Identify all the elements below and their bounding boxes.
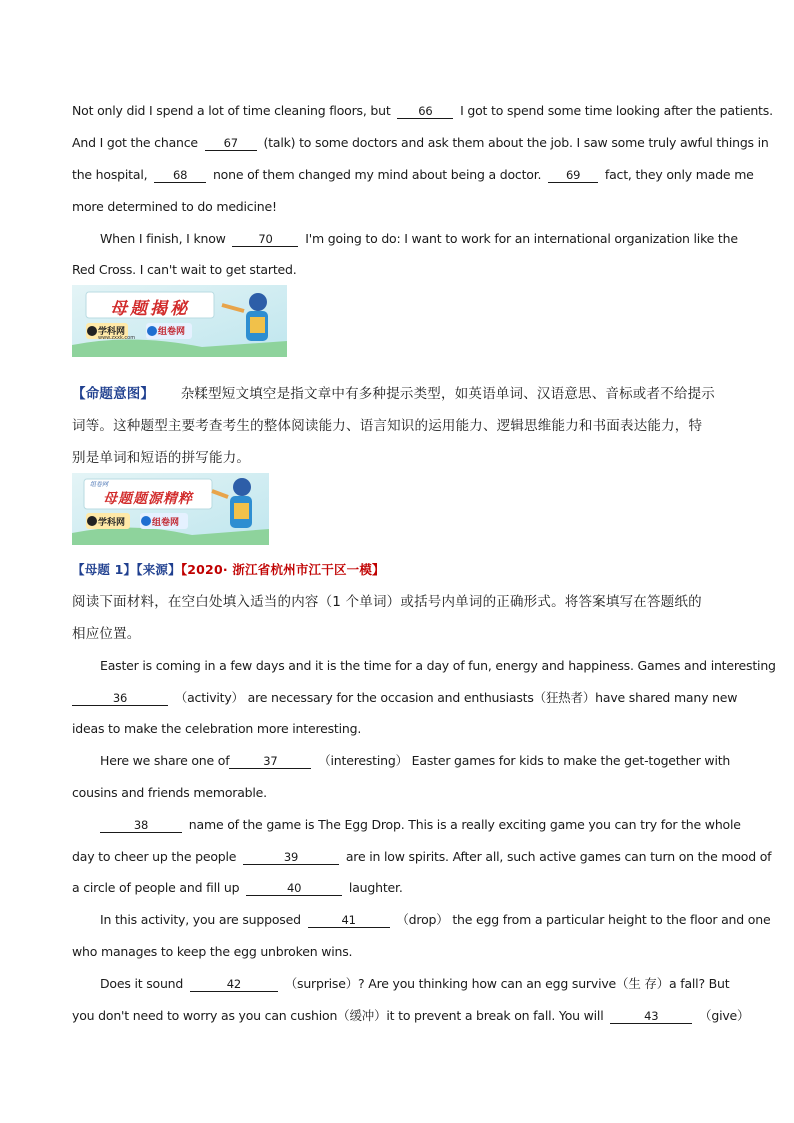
answer-blank-39[interactable]: 39 (243, 850, 339, 865)
intent-line (72, 418, 722, 434)
answer-blank-38[interactable]: 38 (100, 818, 182, 833)
text: In this activity, you are supposed (100, 912, 301, 927)
text-line (100, 817, 741, 833)
text: Here we share one of (100, 753, 230, 768)
text: 别是单词和短语的拼写能力。 (72, 450, 251, 466)
answer-blank-68[interactable]: 68 (154, 168, 206, 183)
text: who manages to keep the egg unbroken wins. (72, 944, 353, 959)
text-line (72, 103, 773, 119)
text-line (72, 880, 722, 896)
text-line (100, 912, 771, 928)
text: are in low spirits. After all, such active games can turn on the mood of (345, 849, 772, 864)
text-line (72, 721, 722, 737)
zujuan-logo: 组卷网 (158, 327, 186, 337)
banner-source-selection (72, 473, 269, 549)
answer-blank-66[interactable]: 66 (397, 104, 453, 119)
zujuan-logo: 组卷网 (152, 518, 180, 528)
text-line (72, 199, 722, 215)
text: I got to spend some time looking after the patients. (460, 103, 773, 118)
text: （drop） the egg from a particular height to the floor and one (396, 912, 771, 927)
intent-label: 【命题意图】 (72, 386, 155, 402)
answer-blank-67[interactable]: 67 (205, 136, 257, 151)
text: day to cheer up the people (72, 849, 237, 864)
text-line (72, 167, 754, 183)
instruction-line (72, 594, 722, 610)
text: Easter is coming in a few days and it is the time for a day of fun, energy and happiness. Games and interesting (100, 658, 776, 673)
text: laughter. (348, 880, 403, 895)
text: Does it sound (100, 976, 184, 991)
text: When I finish, I know (100, 231, 226, 246)
text: And I got the chance (72, 135, 198, 150)
banner-title: 母题揭秘 (110, 299, 190, 319)
text: the hospital, (72, 167, 148, 182)
answer-blank-43[interactable]: 43 (610, 1009, 692, 1024)
text: name of the game is The Egg Drop. This is a really exciting game you can try for the whole (188, 817, 741, 832)
intent-line (72, 386, 722, 402)
text: （activity） are necessary for the occasion and enthusiasts（狂热者）have shared many new (174, 690, 738, 705)
xueke-url: www.zxxk.com (98, 335, 136, 341)
banner-title: 母题题源精粹 (103, 491, 193, 507)
source-line (72, 562, 722, 578)
text: （interesting） Easter games for kids to make the get-together with (318, 753, 731, 768)
text: 词等。这种题型主要考查考生的整体阅读能力、语言知识的运用能力、逻辑思维能力和书面表达能力，特 (72, 418, 703, 434)
text-line (72, 944, 722, 960)
text: you don't need to worry as you can cushion（缓冲）it to prevent a break on fall. You will (72, 1008, 604, 1023)
text: cousins and friends memorable. (72, 785, 267, 800)
text-line (100, 658, 776, 674)
text: Not only did I spend a lot of time cleaning floors, but (72, 103, 391, 118)
text: 杂糅型短文填空是指文章中有多种提示类型，如英语单词、汉语意思、音标或者不给提示 (180, 386, 716, 402)
answer-blank-40[interactable]: 40 (246, 881, 342, 896)
answer-blank-70[interactable]: 70 (232, 232, 298, 247)
text: more determined to do medicine! (72, 199, 277, 214)
instruction-line (72, 626, 722, 642)
text-line (100, 976, 730, 992)
answer-blank-37[interactable]: 37 (229, 754, 311, 769)
answer-blank-69[interactable]: 69 (548, 168, 598, 183)
text-line (72, 690, 738, 706)
text-line (72, 135, 769, 151)
text: 阅读下面材料，在空白处填入适当的内容（1 个单词）或括号内单词的正确形式。将答案填写在答题纸的 (72, 594, 702, 610)
intent-line (72, 450, 722, 466)
text-line (100, 231, 738, 247)
text-line (72, 1008, 750, 1024)
source-origin: 【2020· 浙江省杭州市江干区一模】 (180, 562, 385, 577)
text: (talk) to some doctors and ask them about the job. I saw some truly awful things in (263, 135, 769, 150)
text: ideas to make the celebration more interesting. (72, 721, 362, 736)
answer-blank-36[interactable]: 36 (72, 691, 168, 706)
banner-small-text: 组卷网 (90, 481, 109, 488)
text-line (72, 262, 722, 278)
text-line (100, 753, 731, 769)
text: none of them changed my mind about being a doctor. (212, 167, 542, 182)
text: fact, they only made me (604, 167, 754, 182)
banner-mother-question-reveal (72, 285, 287, 361)
xueke-logo: 学科网 (98, 327, 126, 337)
xueke-logo: 学科网 (98, 518, 126, 528)
text: （give） (699, 1008, 750, 1023)
text: （surprise）? Are you thinking how can an egg survive（生 存）a fall? But (284, 976, 730, 991)
text: Red Cross. I can't wait to get started. (72, 262, 297, 277)
text-line (72, 785, 722, 801)
answer-blank-41[interactable]: 41 (308, 913, 390, 928)
text: a circle of people and fill up (72, 880, 240, 895)
source-tag: 【母题 1】【来源】 (72, 562, 181, 577)
text: I'm going to do: I want to work for an international organization like the (305, 231, 738, 246)
text-line (72, 849, 772, 865)
answer-blank-42[interactable]: 42 (190, 977, 278, 992)
text: 相应位置。 (72, 626, 141, 642)
